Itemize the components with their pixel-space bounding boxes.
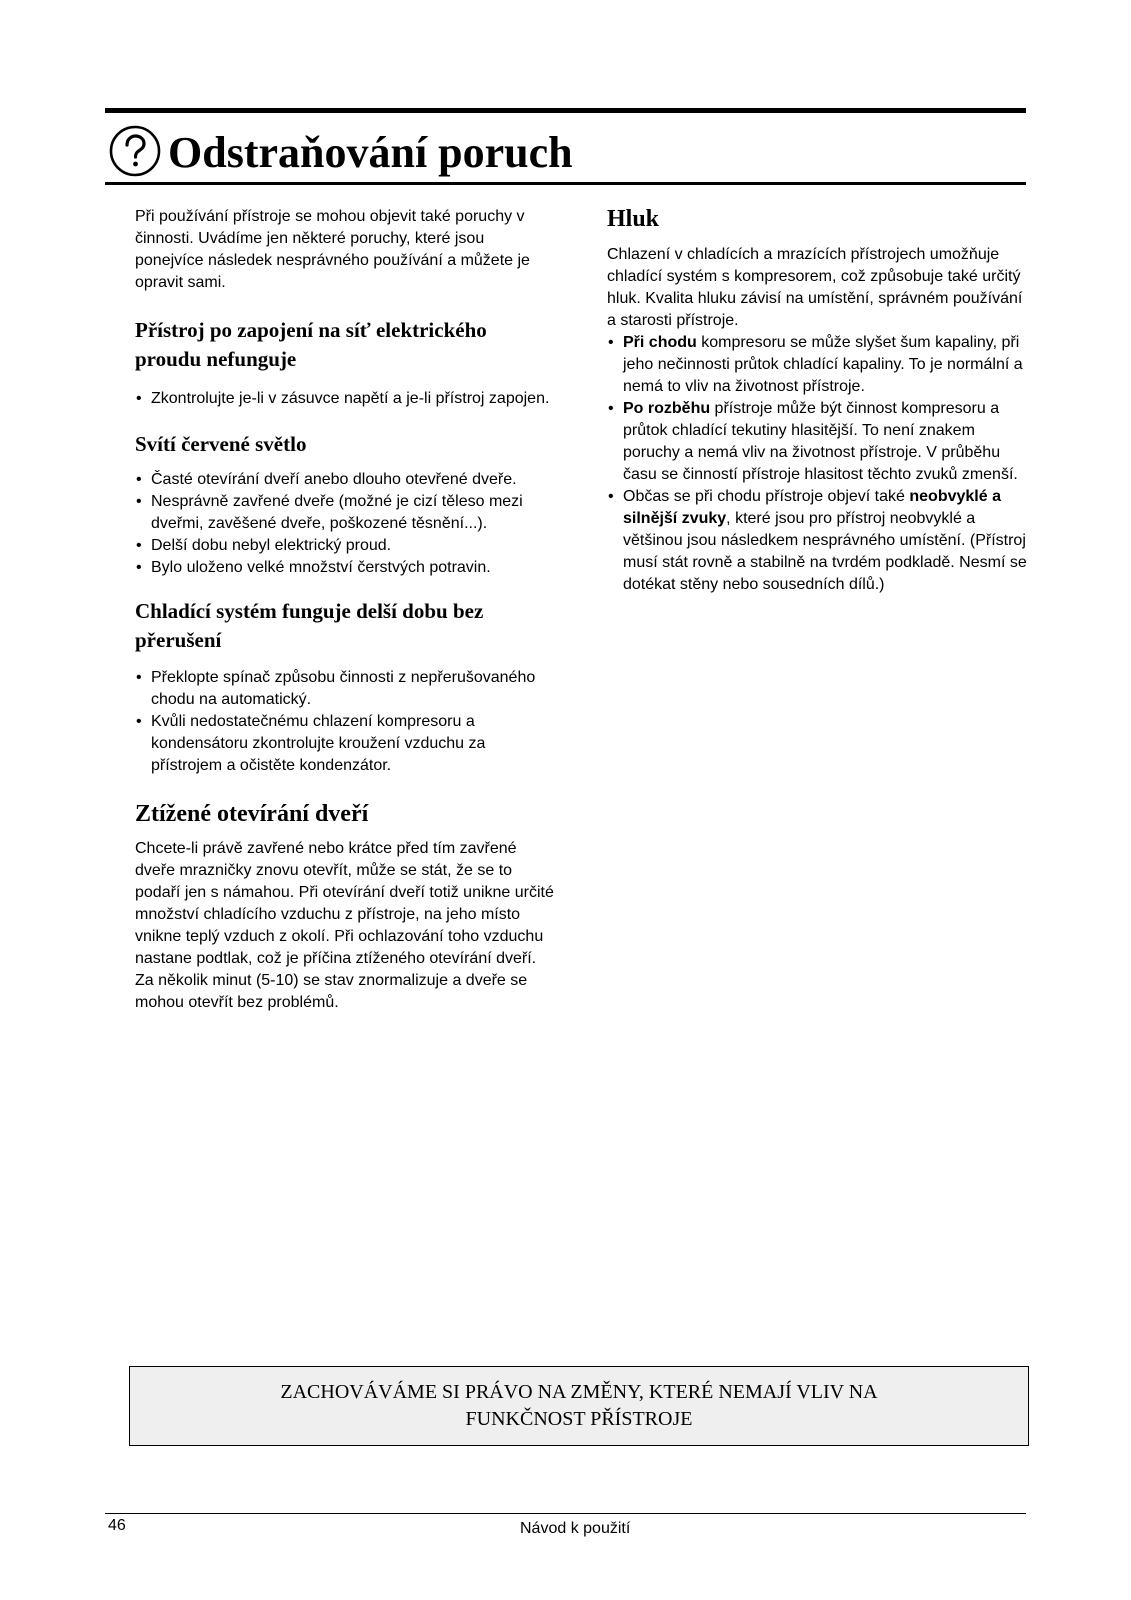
page-number: 46 (108, 1517, 126, 1534)
page-title: Odstraňování poruch (168, 128, 573, 177)
list-no-power (135, 388, 555, 410)
footer-rule (105, 1513, 1026, 1514)
notice-text: ZACHOVÁVÁME SI PRÁVO NA ZMĚNY, KTERÉ NEMAJÍ VLIV NA FUNKČNOST PŘÍSTROJE (280, 1381, 878, 1430)
list-item (607, 486, 1027, 596)
section-heading-continuous-run: Chladící systém funguje delší dobu bez přerušení (135, 599, 484, 652)
door-opening-paragraph: Chcete-li právě zavřené nebo krátce před tím zavřené dveře mrazničky znovu otevřít, může se stát, že se to podaří jen s námahou. Při otevírání dveří totiž unikne určité množství chladícího vzduchu z přístroje, na jeho místo vnikne teplý vzduch z okolí. Při ochlazování toho vzduchu nastane podtlak, což je příčina ztíženého otevírání dveří. Za několik minut (5-10) se stav znormalizuje a dveře se mohou otevřít bez problémů. (135, 840, 554, 1011)
bold-term: Při chodu (623, 334, 697, 351)
left-column (135, 206, 555, 1014)
list-item: • Zkontrolujte je-li v zásuvce napětí a je-li přístroj zapojen. (135, 388, 555, 410)
question-circle-icon (108, 124, 162, 178)
list-item (607, 332, 1027, 398)
list-item: • Delší dobu nebyl elektrický proud. (135, 535, 555, 557)
section-heading-door-opening: Ztížené otevírání dveří (135, 801, 369, 827)
section-heading-noise: Hluk (607, 206, 660, 232)
list-item-text: kompresoru se může slyšet šum kapaliny, při jeho nečinnosti průtok chladící kapaliny. To je normální a nemá to vliv na životnost přístroje. (623, 334, 1023, 395)
list-item: • Bylo uloženo velké množství čerstvých potravin. (135, 557, 555, 579)
list-item (607, 398, 1027, 486)
title-block (108, 118, 573, 182)
list-red-light (135, 469, 555, 579)
bold-term: neobvyklé a silnější zvuky (623, 488, 1001, 527)
section-heading-no-power: Přístroj po zapojení na síť elektrického proudu nefunguje (135, 318, 487, 371)
section-heading-red-light: Svítí červené světlo (135, 432, 307, 456)
noise-intro-paragraph: Chlazení v chladících a mrazících přístrojech umožňuje chladící systém s kompresorem, což způsobuje také určitý hluk. Kvalita hluku závisí na umístění, správném používání a starosti přístroje. (607, 246, 1023, 329)
list-item-text: přístroje může být činnost kompresoru a průtok chladící tekutiny hlasitější. To není znakem poruchy a nemá vliv na životnost přístroje. V průběhu času se činností přístroje hlasitost těchto zvuků zmenší. (623, 400, 1018, 483)
top-rule (105, 108, 1026, 113)
list-continuous-run (135, 667, 555, 777)
list-item: • Kvůli nedostatečnému chlazení kompresoru a kondensátoru zkontrolujte kroužení vzduchu za přístrojem a očistěte kondenzátor. (135, 711, 555, 777)
title-rule (105, 182, 1026, 185)
list-item-text: , které jsou pro přístroj neobvyklé a většinou jsou následkem nesprávného umístění. (Přístroj musí stát rovně a stabilně na tvrdém podkladě. Nesmí se dotékat stěny nebo sousedních dílů.) (623, 510, 1027, 593)
bold-term: Po rozběhu (623, 400, 711, 417)
notice-box (129, 1366, 1029, 1446)
list-item: • Překlopte spínač způsobu činnosti z nepřerušovaného chodu na automatický. (135, 667, 555, 711)
footer-title: Návod k použití (520, 1520, 631, 1537)
list-item: • Nesprávně zavřené dveře (možné je cizí těleso mezi dveřmi, zavěšené dveře, poškozené těsnění...). (135, 491, 555, 535)
right-column (607, 206, 1027, 596)
list-item-text: Občas se při chodu přístroje objeví také (623, 488, 910, 505)
intro-paragraph: Při používání přístroje se mohou objevit také poruchy v činnosti. Uvádíme jen některé poruchy, které jsou ponejvíce následek nesprávného používání a můžete je opravit sami. (135, 208, 530, 291)
list-item: • Časté otevírání dveří anebo dlouho otevřené dveře. (135, 469, 555, 491)
list-noise (607, 332, 1027, 596)
